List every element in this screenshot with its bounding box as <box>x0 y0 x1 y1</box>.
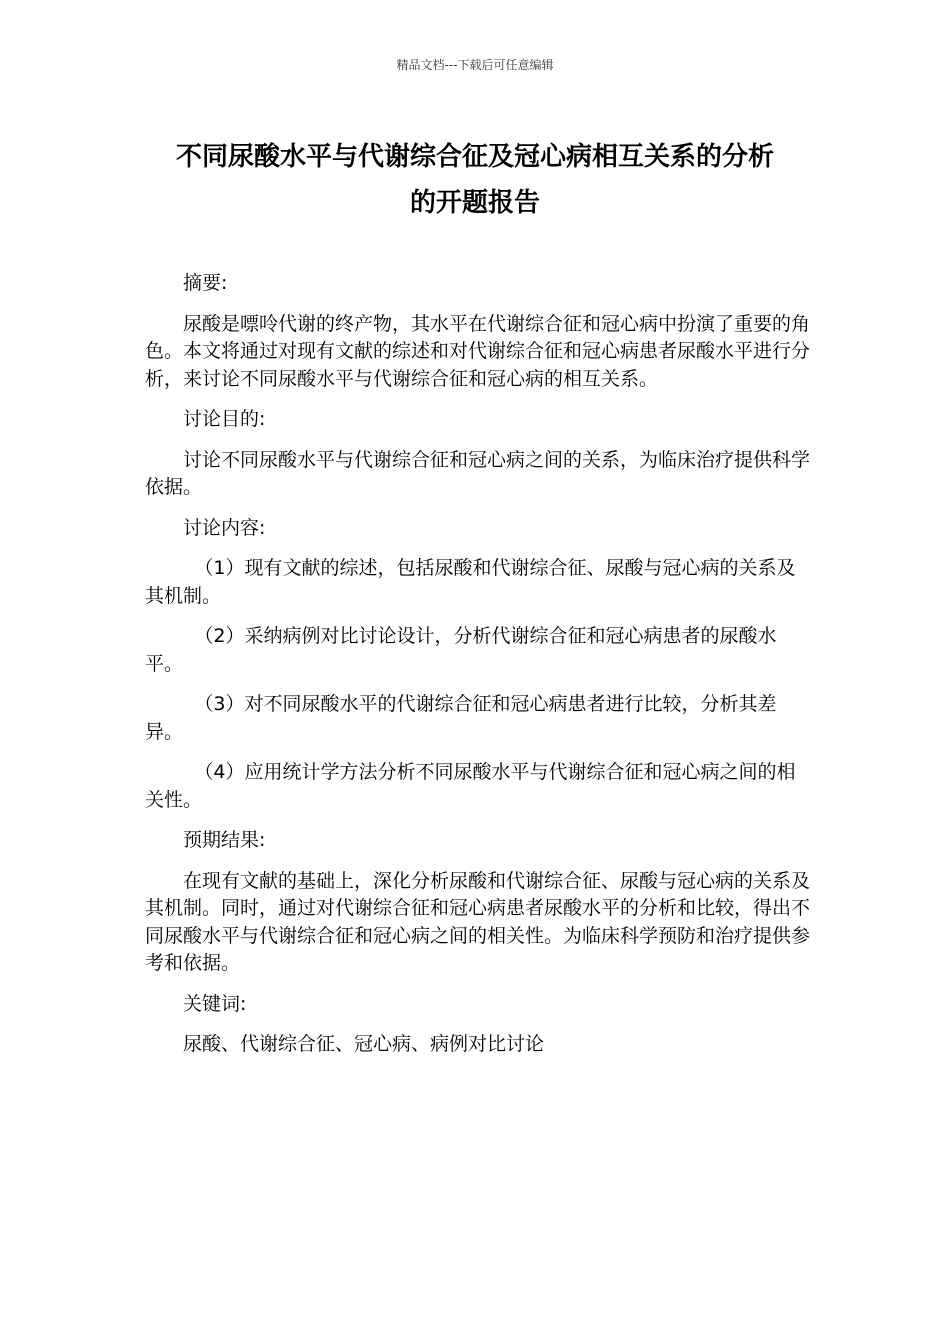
abstract-heading: 摘要: <box>183 272 228 294</box>
results-paragraph: 在现有文献的基础上，深化分析尿酸和代谢综合征、尿酸与冠心病的关系及其机制。同时，通过对代谢综合征和冠心病患者尿酸水平的分析和比较，得出不同尿酸水平与代谢综合征和冠心病之间的相关性。为临床科学预防和治疗提供参考和依据。 <box>145 869 811 974</box>
purpose-heading: 讨论目的: <box>183 408 266 430</box>
document-body <box>145 270 810 1072</box>
abstract-paragraph: 尿酸是嘌呤代谢的终产物，其水平在代谢综合征和冠心病中扮演了重要的角色。本文将通过对现有文献的综述和对代谢综合征和冠心病患者尿酸水平进行分析，来讨论不同尿酸水平与代谢综合征和冠心病的相互关系。 <box>145 312 811 390</box>
purpose-paragraph: 讨论不同尿酸水平与代谢综合征和冠心病之间的关系，为临床治疗提供科学依据。 <box>145 448 811 498</box>
document-title <box>130 134 820 226</box>
page-header: 精品文档---下载后可任意编辑 <box>396 58 554 72</box>
content-item-1: （1）现有文献的综述，包括尿酸和代谢综合征、尿酸与冠心病的关系及其机制。 <box>145 557 796 607</box>
title-line-2: 的开题报告 <box>409 188 540 218</box>
title-line-1: 不同尿酸水平与代谢综合征及冠心病相互关系的分析 <box>175 142 774 172</box>
keywords-heading: 关键词: <box>183 992 247 1015</box>
keywords-paragraph: 尿酸、代谢综合征、冠心病、病例对比讨论 <box>183 1033 545 1055</box>
content-item-2: （2）采纳病例对比讨论设计，分析代谢综合征和冠心病患者的尿酸水平。 <box>145 625 777 675</box>
results-heading: 预期结果: <box>183 829 266 851</box>
content-item-4: （4）应用统计学方法分析不同尿酸水平与代谢综合征和冠心病之间的相关性。 <box>145 761 796 811</box>
content-heading: 讨论内容: <box>183 516 266 539</box>
content-item-3: （3）对不同尿酸水平的代谢综合征和冠心病患者进行比较，分析其差异。 <box>145 693 777 743</box>
